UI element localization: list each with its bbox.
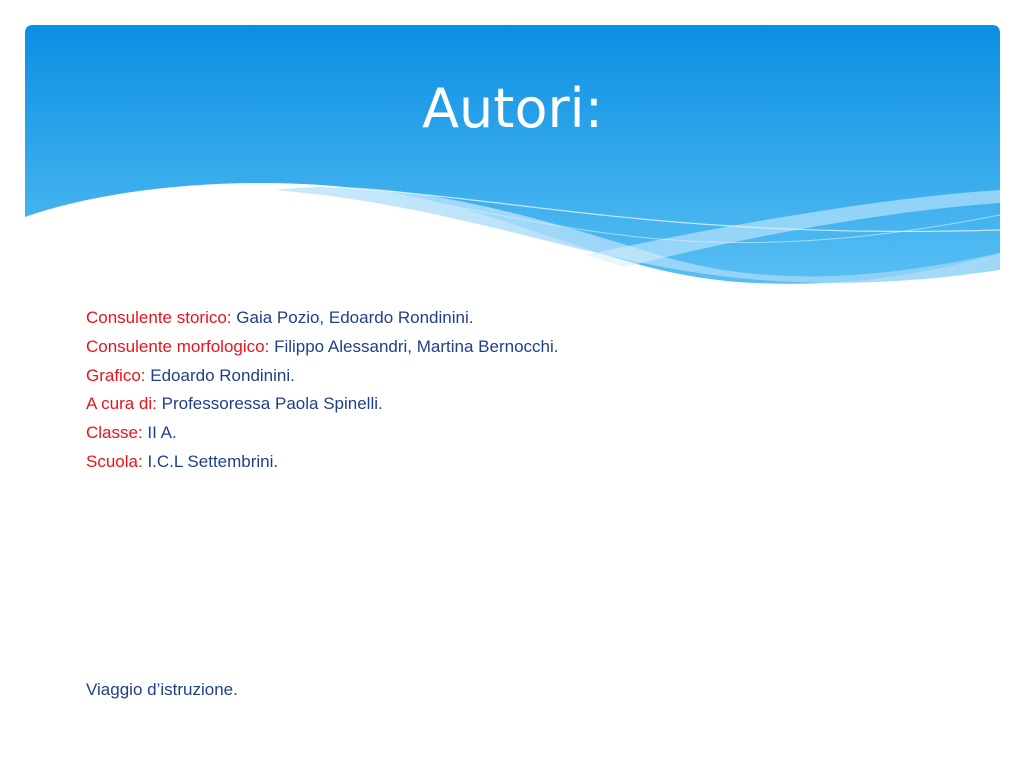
credit-value: Gaia Pozio, Edoardo Rondinini. bbox=[236, 308, 474, 327]
credit-label: Classe: bbox=[86, 423, 143, 443]
credit-label: A cura di: bbox=[86, 394, 157, 414]
credit-label: Scuola: bbox=[86, 451, 143, 471]
credit-line-class bbox=[86, 419, 946, 448]
credit-line-school bbox=[86, 448, 946, 477]
credit-line-curated-by bbox=[86, 390, 946, 419]
credit-line-morphological-consultant bbox=[86, 333, 946, 362]
credit-value: II A. bbox=[147, 423, 177, 443]
credit-label: Grafico: bbox=[86, 365, 146, 385]
credit-value: Edoardo Rondinini. bbox=[150, 365, 295, 385]
credit-label: Consulente morfologico: bbox=[86, 336, 270, 356]
credit-value: Filippo Alessandri, Martina Bernocchi. bbox=[274, 336, 559, 356]
credit-value: I.C.L Settembrini. bbox=[147, 451, 279, 471]
wave-banner-graphic bbox=[25, 25, 1000, 295]
credit-value: Professoressa Paola Spinelli. bbox=[161, 394, 383, 414]
credits-list bbox=[86, 304, 946, 477]
title-banner bbox=[25, 25, 1000, 295]
trip-note: Viaggio d’istruzione. bbox=[86, 680, 238, 699]
credit-line-historical-consultant bbox=[86, 304, 946, 333]
credit-label: Consulente storico: bbox=[86, 308, 232, 327]
slide-title: Autori: bbox=[422, 77, 603, 140]
credit-line-graphic bbox=[86, 362, 946, 391]
